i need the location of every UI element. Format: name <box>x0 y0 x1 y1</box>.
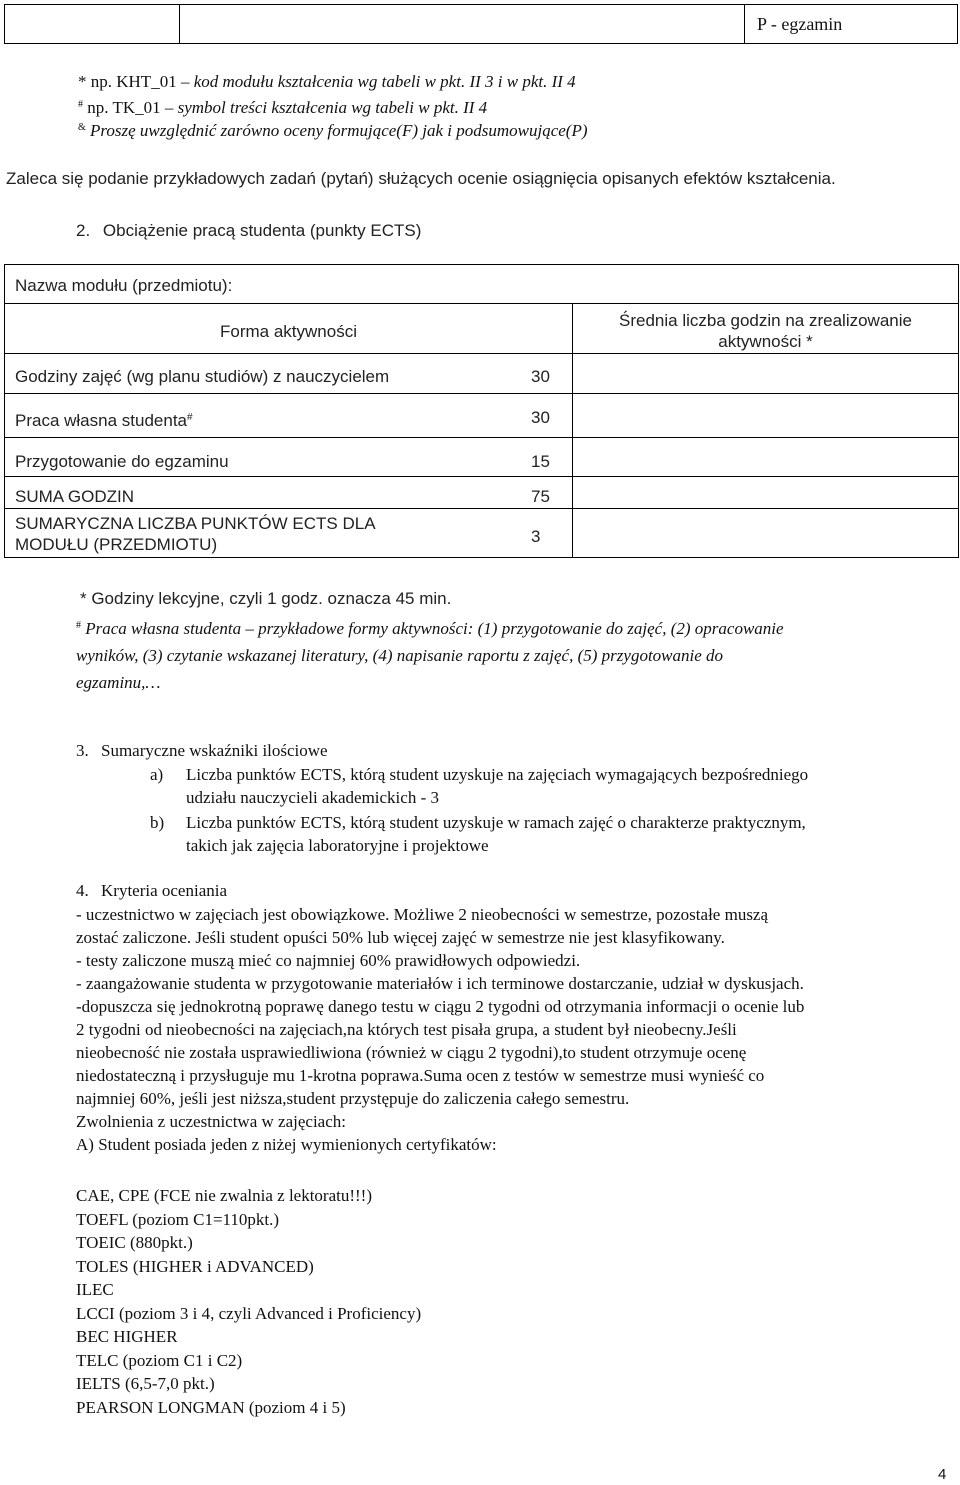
section-title: Sumaryczne wskaźniki ilościowe <box>101 741 328 760</box>
footnote-line: Praca własna studenta – przykładowe formy aktywności: (1) przygotowanie do zajęć, (2) opracowanie <box>81 619 784 638</box>
certificate-item: BEC HIGHER <box>76 1327 178 1346</box>
footnote-plain: np. KHT_01 – <box>86 72 194 91</box>
section-title: Kryteria oceniania <box>101 881 228 900</box>
criteria-line: - zaangażowanie studenta w przygotowanie materiałów i ich terminowe dostarczanie, udział w dyskusjach. <box>76 974 804 993</box>
certificate-item: TOEIC (880pkt.) <box>76 1233 193 1252</box>
criteria-line: -dopuszcza się jednokrotną poprawę danego testu w ciągu 2 tygodni od otrzymania informacji o ocenie lub <box>76 997 805 1016</box>
header-table <box>4 4 958 44</box>
certificate-item: IELTS (6,5-7,0 pkt.) <box>76 1374 215 1393</box>
footnote-plain: np. TK_01 – <box>83 98 178 117</box>
ects-table <box>4 264 959 558</box>
row-value-ects-total: 3 <box>531 527 541 546</box>
row-label-self-study <box>15 407 193 431</box>
footnote-italic: kod modułu kształcenia wg tabeli w pkt. II 3 i w pkt. II 4 <box>193 72 576 91</box>
table-line <box>5 508 958 509</box>
criteria-line: Zwolnienia z uczestnictwa w zajęciach: <box>76 1112 346 1131</box>
criteria-line: zostać zaliczone. Jeśli student opuści 50% lub więcej zajęć w semestrze nie jest klasyfikowany. <box>76 928 725 947</box>
section-3-item-a-marker: a) <box>150 765 164 784</box>
certificate-list <box>76 1184 421 1419</box>
row-label-total-hours: SUMA GODZIN <box>15 487 135 506</box>
section-4-heading <box>76 879 227 902</box>
certificate-item: LCCI (poziom 3 i 4, czyli Advanced i Proficiency) <box>76 1303 422 1323</box>
footnote-mark: * <box>78 72 87 91</box>
table-line <box>5 303 958 304</box>
module-name-label: Nazwa modułu (przedmiotu): <box>15 276 233 295</box>
item-line: Liczba punktów ECTS, którą student uzyskuje w ramach zajęć o charakterze praktycznym, <box>186 813 806 832</box>
row-label-exam-prep: Przygotowanie do egzaminu <box>15 452 229 471</box>
certificate-item: CAE, CPE (FCE nie zwalnia z lektoratu!!!) <box>76 1186 373 1205</box>
section-3-item-a <box>186 763 808 809</box>
row-value-total-hours: 75 <box>531 487 550 506</box>
table-line <box>5 476 958 477</box>
row-value-exam-prep: 15 <box>531 452 550 471</box>
page-number: 4 <box>938 1466 947 1483</box>
footnote-kod-modulu <box>78 70 576 93</box>
ects-label-line2: MODUŁU (PRZEDMIOTU) <box>15 535 218 554</box>
certificate-item: TELC (poziom C1 i C2) <box>76 1350 243 1370</box>
ects-label-line1: SUMARYCZNA LICZBA PUNKTÓW ECTS DLA <box>15 514 376 533</box>
footnote-mark: # <box>76 620 81 631</box>
footnote-mark: & <box>78 122 86 133</box>
col-header-hours-line2: aktywności * <box>718 332 813 351</box>
item-line: udziału nauczycieli akademickich - 3 <box>186 788 439 807</box>
footnote-line: wyników, (3) czytanie wskazanej literatury, (4) napisanie raportu z zajęć, (5) przygotowanie do <box>76 646 724 665</box>
footnote-line: egzaminu,… <box>76 673 161 692</box>
criteria-line: nieobecność nie została usprawiedliwiona (również w ciągu 2 tygodni),to student otrzymuje ocenę <box>76 1043 747 1062</box>
section-number: 4. <box>76 881 89 900</box>
criteria-text <box>76 903 804 1156</box>
footnote-godziny-lekcyjne: * Godziny lekcyjne, czyli 1 godz. oznacza 45 min. <box>80 589 452 608</box>
section-number: 2. <box>76 221 91 240</box>
row-value-self-study: 30 <box>531 408 550 427</box>
criteria-line: niedostateczną i przysługuje mu 1-krotna poprawa.Suma ocen z testów w semestrze musi wynieść co <box>76 1066 765 1085</box>
table-line <box>5 353 958 354</box>
criteria-line: A) Student posiada jeden z niżej wymienionych certyfikatów: <box>76 1135 497 1154</box>
row-label-mark: # <box>187 412 193 423</box>
footnote-mark: # <box>78 99 83 110</box>
section-number: 3. <box>76 741 89 760</box>
recommendation-text: Zaleca się podanie przykładowych zadań (pytań) służących ocenie osiągnięcia opisanych efektów kształcenia. <box>6 169 836 188</box>
certificate-item: PEARSON LONGMAN (poziom 4 i 5) <box>76 1397 346 1417</box>
footnote-oceny <box>78 116 588 142</box>
certificate-item: TOLES (HIGHER i ADVANCED) <box>76 1256 314 1276</box>
item-line: Liczba punktów ECTS, którą student uzyskuje na zajęciach wymagających bezpośredniego <box>186 765 809 784</box>
row-label-ects-total <box>15 513 376 555</box>
col-header-hours-line1: Średnia liczba godzin na zrealizowanie <box>619 311 912 330</box>
col-header-activity: Forma aktywności <box>220 322 357 341</box>
row-value-contact-hours: 30 <box>531 367 550 386</box>
section-3-heading <box>76 739 328 762</box>
certificate-item: TOEFL (poziom C1=110pkt.) <box>76 1209 280 1229</box>
table-line <box>5 393 958 394</box>
criteria-line: - uczestnictwo w zajęciach jest obowiązkowe. Możliwe 2 nieobecności w semestrze, pozostałe muszą <box>76 905 769 924</box>
section-2-heading <box>76 221 421 241</box>
section-3-item-b-marker: b) <box>150 813 165 832</box>
col-header-hours <box>573 310 958 352</box>
section-title: Obciążenie pracą studenta (punkty ECTS) <box>102 221 422 240</box>
criteria-line: - testy zaliczone muszą mieć co najmniej 60% prawidłowych odpowiedzi. <box>76 951 581 970</box>
header-cell-empty-left <box>5 5 180 43</box>
row-label-contact-hours: Godziny zajęć (wg planu studiów) z nauczycielem <box>15 367 390 386</box>
item-line: takich jak zajęcia laboratoryjne i projektowe <box>186 836 489 855</box>
certificate-item: ILEC <box>76 1280 114 1299</box>
footnote-italic: symbol treści kształcenia wg tabeli w pkt. II 4 <box>177 98 488 117</box>
exam-type-label: P - egzamin <box>757 14 843 34</box>
section-3-item-b <box>186 811 806 857</box>
footnote-praca-wlasna <box>76 614 784 694</box>
criteria-line: 2 tygodni od nieobecności na zajęciach,na których test pisała grupa, a student był nieobecny.Jeśli <box>76 1020 737 1039</box>
table-line <box>5 437 958 438</box>
criteria-line: najmniej 60%, jeśli jest niższa,student przystępuje do zaliczenia całego semestru. <box>76 1089 630 1108</box>
row-label-text: Praca własna studenta <box>15 411 187 430</box>
header-cell-empty-middle <box>180 5 745 43</box>
footnote-italic: Proszę uwzględnić zarówno oceny formujące(F) jak i podsumowujące(P) <box>85 121 588 140</box>
